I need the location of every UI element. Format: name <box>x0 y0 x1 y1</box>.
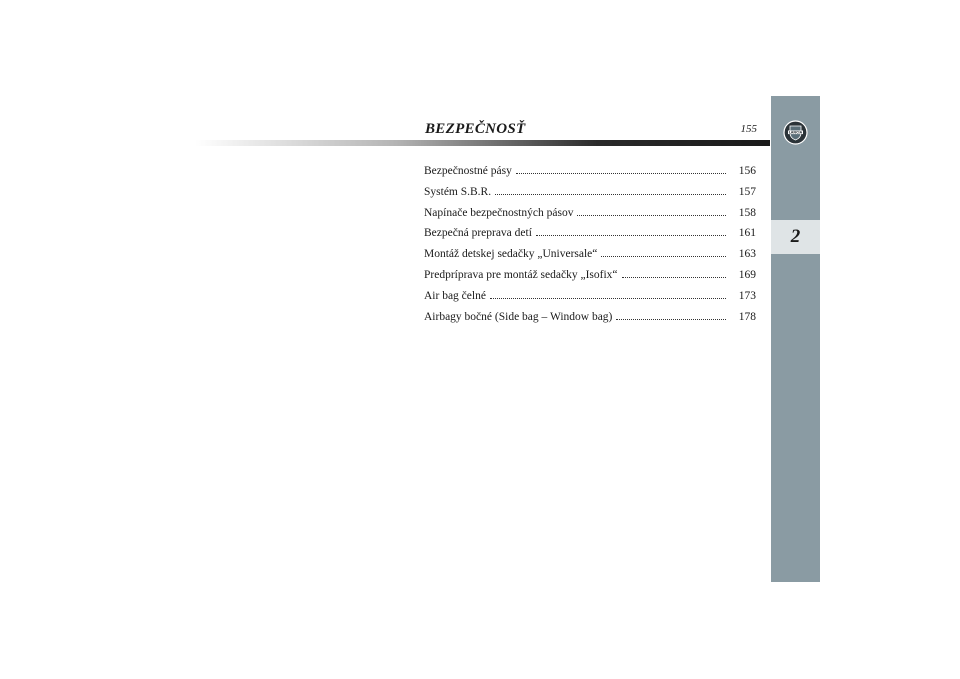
toc-leader-dots <box>622 265 726 278</box>
toc-entry-page: 163 <box>738 248 756 261</box>
toc-entry-page: 173 <box>738 289 756 302</box>
lancia-shield-icon <box>783 120 808 145</box>
toc-entry-page: 156 <box>738 165 756 177</box>
toc-entry-title: Bezpečnostné pásy <box>424 165 512 177</box>
toc-leader-dots <box>490 286 726 299</box>
toc-entry-title: Montáž detskej sedačky „Universale“ <box>424 248 598 261</box>
toc-entry-title: Air bag čelné <box>424 289 486 302</box>
toc-entry[interactable] <box>424 182 756 203</box>
logo-lettering: LANCIA <box>788 130 803 135</box>
toc-entry-page: 161 <box>738 227 756 240</box>
toc-entry-title: Napínače bezpečnostných pásov <box>424 206 574 219</box>
toc-entry[interactable] <box>424 161 756 182</box>
toc-entry[interactable] <box>424 307 756 328</box>
toc-entry-page: 169 <box>738 268 756 281</box>
chapter-tab[interactable] <box>771 220 820 254</box>
toc-entry-title: Bezpečná preprava detí <box>424 227 532 240</box>
chapter-number: 2 <box>790 226 801 247</box>
toc-leader-dots <box>616 307 726 320</box>
toc-leader-dots <box>495 182 726 195</box>
chapter-sidebar <box>771 96 820 582</box>
toc-entry-title: Systém S.B.R. <box>424 185 492 198</box>
toc-leader-dots <box>536 223 726 236</box>
toc-leader-dots <box>577 203 726 216</box>
toc-entry[interactable] <box>424 265 756 286</box>
toc-entry[interactable] <box>424 286 756 307</box>
toc-entry-page: 157 <box>738 185 756 198</box>
page-number: 155 <box>740 123 757 135</box>
toc-entry[interactable] <box>424 223 756 244</box>
toc-entry-page: 158 <box>738 206 756 219</box>
toc-entry[interactable] <box>424 244 756 265</box>
header-rule <box>195 140 770 146</box>
toc-leader-dots <box>601 244 726 257</box>
toc-leader-dots <box>516 161 726 174</box>
toc-entry-title: Airbagy bočné (Side bag – Window bag) <box>424 310 613 323</box>
toc-entry[interactable] <box>424 203 756 224</box>
toc-entry-page: 178 <box>738 310 756 323</box>
section-title: BEZPEČNOSŤ <box>425 121 526 137</box>
toc-entry-title: Predpríprava pre montáž sedačky „Isofix“ <box>424 268 618 281</box>
table-of-contents <box>424 161 756 327</box>
